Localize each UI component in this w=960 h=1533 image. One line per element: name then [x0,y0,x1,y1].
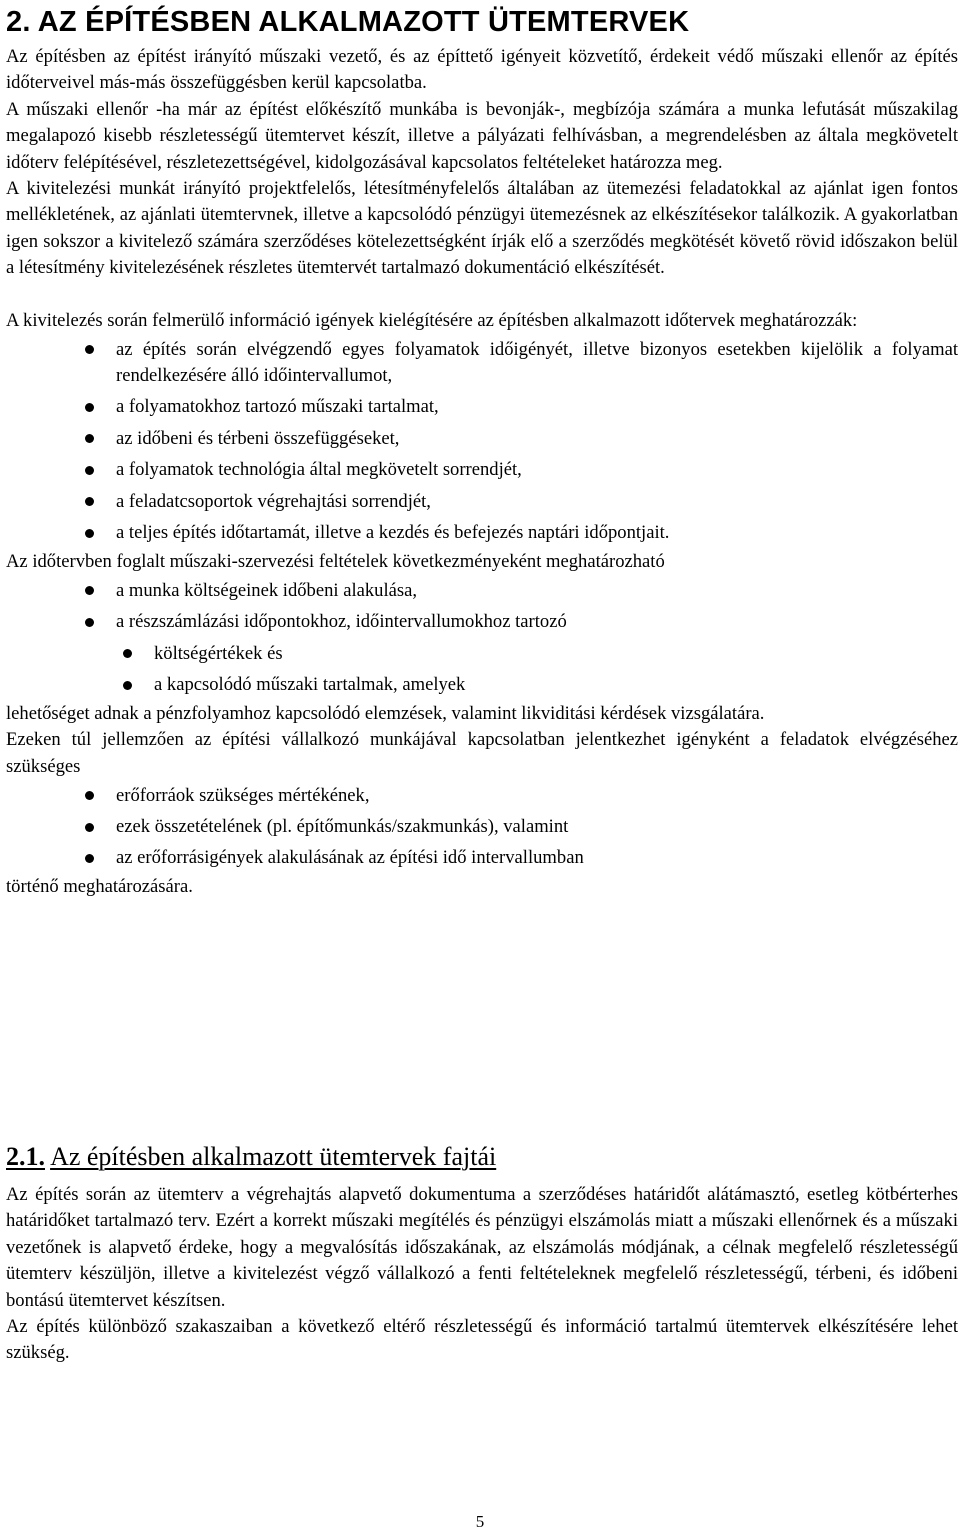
page-number: 5 [475,1512,485,1531]
bullet-icon [123,649,132,658]
paragraph: A kivitelezés során felmerülő információ igények kielégítésére az építésben alkalmazott időtervek meghatározzák: [6,309,858,331]
paragraph: lehetőséget adnak a pénzfolyamhoz kapcsolódó elemzések, valamint likviditási kérdések vizsgálatára. [6,702,765,724]
list-item: a kapcsolódó műszaki tartalmak, amelyek [6,670,958,701]
paragraph: Ezeken túl jellemzően az építési vállalkozó munkájával kapcsolatban jelentkezhet igényként a feladatok elvégzéséhez szükséges [6,729,958,777]
spacer [6,282,958,308]
bullet-sublist [6,638,958,701]
bullet-icon [85,618,94,627]
list-item: a feladatcsoportok végrehajtási sorrendjét, [6,486,958,517]
bullet-icon [85,529,94,538]
section-title: Az építésben alkalmazott ütemtervek fajtái [50,1142,497,1171]
paragraph: Az építés különböző szakaszaiban a következő eltérő részletességű és információ tartalmú ütemtervek elkészítésére lehet szükség. [6,1316,958,1364]
list-item: erőforráok szükséges mértékének, [6,780,958,811]
list-item: ezek összetételének (pl. építőmunkás/szakmunkás), valamint [6,812,958,843]
list-item: a folyamatokhoz tartozó műszaki tartalmat, [6,392,958,423]
list-item: költségértékek és [6,638,958,669]
bullet-icon [85,403,94,412]
list-item: a teljes építés időtartamát, illetve a kezdés és befejezés naptári időpontjait. [6,518,958,549]
bullet-icon [85,434,94,443]
bullet-icon [85,823,94,832]
bullet-icon [85,854,94,863]
section-number: 2.1. [6,1142,45,1171]
list-item: a folyamatok technológia által megkövetelt sorrendjét, [6,455,958,486]
page-title: 2. AZ ÉPÍTÉSBEN ALKALMAZOTT ÜTEMTERVEK [6,6,690,38]
list-item: a részszámlázási időpontokhoz, időintervallumokhoz tartozó [6,607,958,638]
paragraph: A kivitelezési munkát irányító projektfelelős, létesítményfelelős általában az ütemezési feladatokkal az ajánlat igen fontos mellékletének, az ajánlati ütemtervnek, illetve a kapcsolódó pénzügyi ütemezésnek az elkészítésekor találkozik. A gyakorlatban igen sokszor a kivitelező számára szerződéses kötelezettségként írják elő a szerződés megkötését követő rövid időszakon belül a létesítmény kivitelezésének részletes ütemtervét tartalmazó dokumentáció elkészítését. [6,178,958,279]
bullet-icon [85,586,94,595]
paragraph: Az időtervben foglalt műszaki-szervezési feltételek következményeként meghatározható [6,550,665,572]
section-2-1 [6,1140,958,1367]
bullet-list [6,780,958,874]
bullet-list [6,575,958,638]
paragraph: Az építés során az ütemterv a végrehajtás alapvető dokumentuma a szerződéses határidőt alátámasztó, esetleg kötbérterhes határidőket tartalmazó terv. Ezért a korrekt műszaki megítélés és pénzügyi elszámolás miatt a műszaki ellenőrnek és a műszaki vezetőnek is alapvető érdeke, hogy a megvalósítás időszakának, az elszámolás módjának, a célnak megfelelő részletességű ütemterv készüljön, illetve a kivitelezést végző vállalkozó a fenti feltételeknek megfelelő részletességű, térbeni, és időbeni bontású ütemtervet készítsen. [6,1184,958,1311]
bullet-icon [85,791,94,800]
section-heading [6,1140,958,1174]
bullet-icon [85,497,94,506]
paragraph: Az építésben az építést irányító műszaki vezető, és az építtető igényeit közvetítő, érdekeit védő műszaki ellenőr az építés időterveivel más-más összefüggésben kerül kapcsolatba. [6,46,958,94]
intro-section [6,44,958,901]
list-item: az erőforrásigények alakulásának az építési idő intervallumban [6,843,958,874]
paragraph: A műszaki ellenőr -ha már az építést előkészítő munkába is bevonják-, megbízója számára a munka lefutását műszakilag megalapozó kisebb részletességű ütemtervet készít, illetve a pályázati felhívásban, a megrendelésben az általa megkövetelt időterv felépítésével, részletezettségével, kidolgozásával kapcsolatos feltételeket határozza meg. [6,98,958,173]
paragraph: történő meghatározására. [6,876,193,898]
bullet-icon [85,345,94,354]
bullet-icon [123,681,132,690]
list-item: az építés során elvégzendő egyes folyamatok időigényét, illetve bizonyos esetekben kijelölik a folyamat rendelkezésére álló időintervallumot, [6,334,958,392]
list-item: az időbeni és térbeni összefüggéseket, [6,423,958,454]
bullet-list [6,334,958,549]
bullet-icon [85,466,94,475]
list-item: a munka költségeinek időbeni alakulása, [6,575,958,606]
